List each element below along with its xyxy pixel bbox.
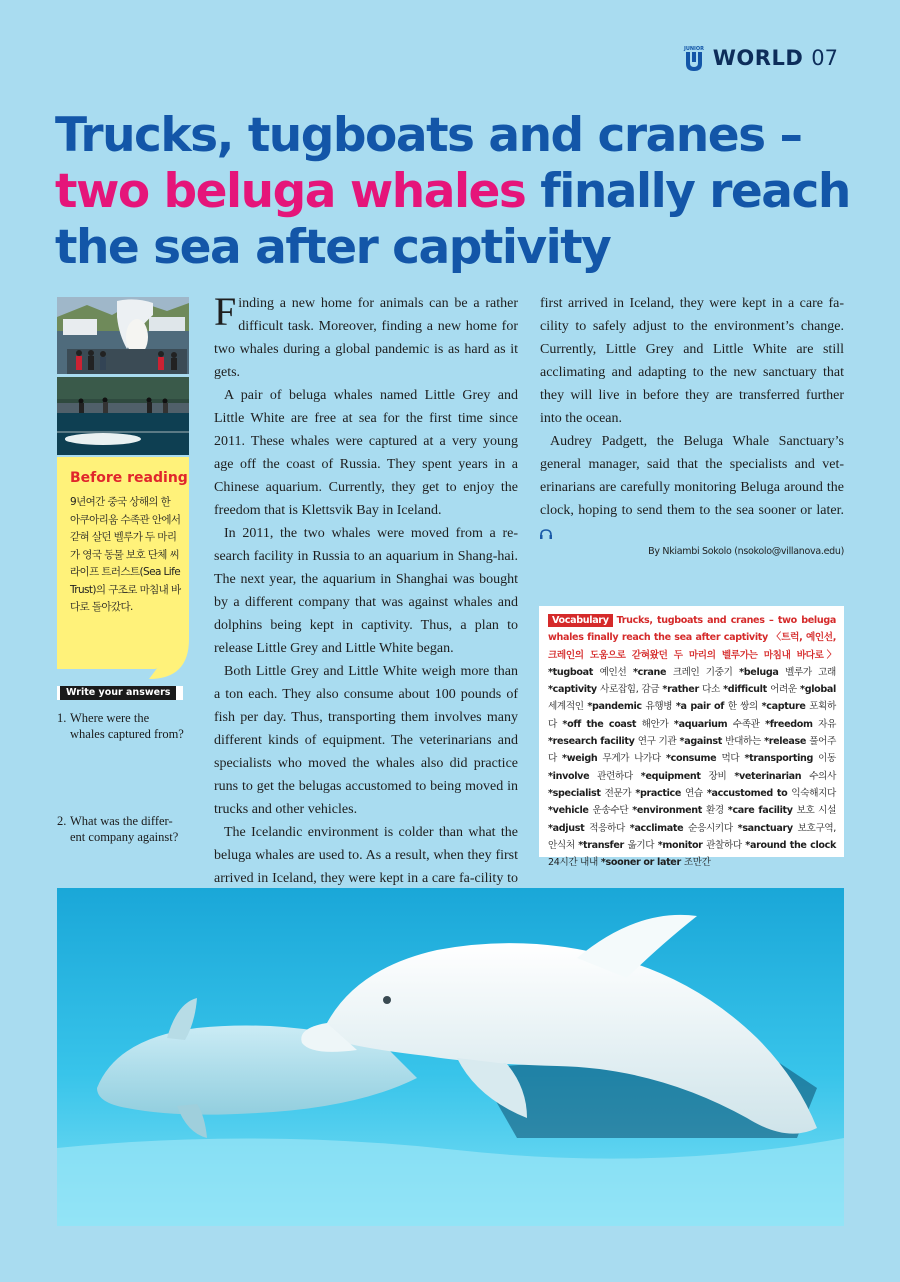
article-headline (55, 108, 855, 276)
vocabulary-item (633, 771, 727, 782)
vocabulary-item (724, 805, 836, 816)
vocabulary-meaning: 벨루가 고래 (785, 666, 836, 678)
junior-logo-icon (683, 44, 705, 72)
vocabulary-term: *against (676, 736, 726, 748)
vocabulary-term: *research facility (548, 736, 638, 748)
vocabulary-term: *weigh (556, 753, 603, 765)
headphone-icon[interactable] (540, 529, 552, 539)
vocabulary-meaning: 보호 시설 (796, 805, 836, 817)
vocabulary-meaning: 예인선 (599, 666, 627, 678)
article-paragraph-1 (214, 289, 518, 384)
vocabulary-term: *veterinarian (726, 770, 810, 782)
before-reading-title: Before reading (70, 470, 188, 486)
vocabulary-item (703, 788, 836, 799)
vocabulary-item (676, 736, 761, 747)
vocabulary-term: *pandemic (583, 701, 646, 713)
vocabulary-item (733, 667, 836, 678)
headline-line-2-rest: finally reach (525, 164, 850, 219)
vocabulary-meaning: 어려운 (770, 684, 797, 696)
vocabulary-meaning: 순응시키다 (688, 822, 733, 834)
vocabulary-term: *beluga (732, 666, 786, 678)
vocabulary-term: *acclimate (624, 822, 689, 834)
paragraph-6-text: Audrey Padgett, the Beluga Whale Sanctuary’s general manager, said that the specialists and vet-erinarians are carefully monitoring Beluga around the clock, hoping to send them to the sea sooner or later. (540, 434, 844, 518)
dropcap-letter: F (214, 289, 237, 334)
before-reading-text: 9년여간 중국 상해의 한 아쿠아리움 수족관 안에서 갇혀 살던 벨루가 두 마리가 영국 동물 보호 단체 씨 라이프 트러스트(Sea Life Trust)의 구조로 마침내 바다로 돌아갔다. (70, 496, 181, 613)
vocabulary-term: *monitor (654, 839, 707, 851)
paragraph-1-text: inding a new home for animals can be a rather difficult task. Moreover, finding a new home for two whales during a global pandemic is as hard as it gets. (214, 296, 518, 380)
vocabulary-term: *care facility (723, 805, 797, 817)
vocabulary-item (557, 753, 661, 764)
vocabulary-item (661, 753, 739, 764)
vocabulary-term: *around the clock (741, 839, 836, 851)
vocabulary-term: *a pair of (672, 701, 728, 713)
vocabulary-item (548, 823, 625, 834)
vocabulary-item (631, 788, 703, 799)
whale-pool-photo (57, 377, 189, 455)
question-text: Where were the whales captured from? (70, 711, 184, 741)
vocabulary-meaning: 무게가 나가다 (602, 753, 661, 765)
write-answers-label: Write your answers (60, 686, 176, 700)
vocabulary-term: *adjust (548, 822, 590, 834)
vocabulary-term: *captivity (548, 684, 601, 696)
headline-line-3: the sea after captivity (55, 220, 611, 275)
vocabulary-meaning: 반대하는 (725, 736, 761, 748)
article-byline: By Nkiambi Sokolo (nsokolo@villanova.edu) (648, 546, 844, 557)
section-header (683, 44, 838, 72)
vocabulary-meaning: 세계적인 (548, 701, 584, 713)
vocabulary-item (628, 805, 724, 816)
vocabulary-meaning: 수의사 (809, 770, 836, 782)
vocabulary-term: *freedom (759, 718, 819, 730)
headline-highlight: two beluga whales (55, 164, 526, 219)
vocabulary-term: *global (796, 684, 836, 696)
vocabulary-meaning: 관찰하다 (706, 839, 742, 851)
vocabulary-term: *environment (628, 805, 706, 817)
vocabulary-text (548, 612, 836, 871)
vocabulary-meaning: 연습 (685, 787, 703, 799)
vocabulary-item (668, 719, 759, 730)
vocabulary-item (557, 719, 669, 730)
vocabulary-term: *crane (626, 666, 673, 678)
vocabulary-meaning: 조만간 (683, 857, 711, 869)
vocabulary-item (548, 788, 631, 799)
question-number: 2. (57, 814, 67, 828)
headline-line-2 (55, 164, 855, 220)
vocabulary-item (672, 701, 758, 712)
vocabulary-term: *transporting (739, 753, 819, 765)
vocabulary-meaning: 포획하다 (548, 701, 836, 730)
vocabulary-meaning: 먹다 (721, 753, 740, 765)
vocabulary-item (575, 840, 654, 851)
vocabulary-item (548, 736, 676, 747)
article-paragraph-3: In 2011, the two whales were moved from a re-search facility in Russia to an aquarium in Shang-hai. The next year, the aquarium in Shanghai was bought by a different company that was against whales and dolphins being kept in captivity. Thus, a plan to release Little Grey and Little White began. (214, 526, 518, 656)
beluga-whales-photo (57, 888, 844, 1226)
vocabulary-heading: Trucks, tugboats and cranes – two beluga whales finally reach the sea after captivity 〈트럭, 예인선, 크레인의 도움으로 갇혀왔던 두 마리의 벨루가는 마침내 바다로〉 (548, 615, 836, 661)
article-paragraph-5-continued: first arrived in Iceland, they were kept in a care fa-cility to safely adjust to the environment’s change. Currently, Little Grey and Little White are still acclimating and adapting to the new sanctuary that they will live in before they are transferred further into the ocean. (540, 296, 844, 426)
vocabulary-term: *accustomed to (702, 787, 792, 799)
vocabulary-term: *vehicle (548, 805, 593, 817)
vocabulary-meaning: 다소 (702, 684, 720, 696)
vocabulary-item (548, 771, 633, 782)
vocabulary-meaning: 풀어주다 (548, 736, 836, 765)
article-column-1 (214, 289, 518, 886)
vocabulary-term: *sanctuary (732, 822, 798, 834)
vocabulary-term: *specialist (548, 787, 605, 799)
vocabulary-meaning: 연구 기관 (637, 736, 677, 748)
vocabulary-items (548, 667, 836, 868)
vocabulary-term: *sooner or later (597, 857, 684, 869)
vocabulary-meaning: 관련하다 (597, 770, 633, 782)
vocabulary-meaning: 적응하다 (589, 822, 625, 834)
vocabulary-meaning: 사로잡힘, 감금 (600, 684, 660, 696)
article-paragraph-5: The Icelandic environment is colder than what the beluga whales are used to. As a result, when they first arrived in Iceland, they were kept in a care fa-cility to (214, 825, 518, 886)
vocabulary-item (625, 823, 733, 834)
vocabulary-term: *aquarium (668, 718, 733, 730)
vocabulary-term: *rather (659, 684, 703, 696)
vocabulary-meaning: 옮기다 (627, 839, 655, 851)
vocabulary-term: *tugboat (548, 666, 600, 678)
vocabulary-meaning: 유행병 (645, 701, 673, 713)
vocabulary-meaning: 이동 (818, 753, 836, 765)
vocabulary-item (584, 701, 673, 712)
vocabulary-meaning: 해안가 (641, 718, 669, 730)
vocabulary-item (598, 857, 711, 868)
question-number: 1. (57, 711, 67, 725)
headline-line-1: Trucks, tugboats and cranes – (55, 108, 802, 163)
vocabulary-meaning: 자유 (818, 718, 837, 730)
question-1 (57, 710, 185, 742)
article-paragraph-6 (540, 430, 844, 545)
vocabulary-term: *transfer (574, 839, 628, 851)
vocabulary-meaning: 익숙해지다 (791, 787, 836, 799)
vocabulary-meaning: 환경 (705, 805, 724, 817)
vocabulary-meaning: 보호구역, 안식처 (548, 822, 836, 851)
vocabulary-tag: Vocabulary (548, 614, 613, 627)
vocabulary-term: *difficult (719, 684, 771, 696)
vocabulary-term: *practice (631, 787, 685, 799)
vocabulary-item (548, 667, 626, 678)
vocabulary-meaning: 전문가 (604, 787, 632, 799)
vocabulary-item (659, 684, 720, 695)
vocabulary-item (760, 719, 836, 730)
vocabulary-item (720, 684, 797, 695)
vocabulary-term: *off the coast (556, 718, 642, 730)
article-paragraph-4: Both Little Grey and Little White weigh more than a ton each. They also consume about 100 pounds of fish per day. Thus, transporting them involves many different kinds of equipment. The veterinarians and specialists who moved the whales also did practice runs to get the belugas accustomed to being moved in trucks and other vehicles. (214, 664, 518, 817)
vocabulary-term: *consume (660, 753, 722, 765)
section-name: WORLD (712, 46, 804, 70)
svg-text:JUNIOR: JUNIOR (683, 46, 704, 52)
article-column-2 (540, 292, 844, 545)
vocabulary-term: *capture (757, 701, 810, 713)
vocabulary-item (726, 771, 836, 782)
page-number: 07 (811, 46, 838, 70)
article-paragraph-2: A pair of beluga whales named Little Grey and Little White are free at sea for the first time since 2011. These whales were captured at a very young age off the coast of Russia. They spent years in a Chinese aquarium. Currently, they get to enjoy the freedom that is Klettsvik Bay in Iceland. (214, 388, 518, 518)
question-text: What was the differ-ent company against? (70, 814, 179, 844)
vocabulary-meaning: 크레인 기중기 (672, 666, 733, 678)
vocabulary-item (548, 805, 628, 816)
vocabulary-meaning: 24시간 내내 (548, 857, 598, 869)
vocabulary-item (548, 684, 659, 695)
vocabulary-item (626, 667, 732, 678)
vocabulary-item (654, 840, 742, 851)
vocabulary-meaning: 한 쌍의 (727, 701, 758, 713)
vocabulary-term: *release (760, 736, 810, 748)
vocabulary-term: *involve (548, 770, 598, 782)
vocabulary-item (739, 753, 836, 764)
vocabulary-term: *equipment (632, 770, 709, 782)
question-2 (57, 813, 185, 845)
whale-crane-photo (57, 297, 189, 374)
vocabulary-meaning: 운송수단 (592, 805, 629, 817)
vocabulary-meaning: 장비 (708, 770, 727, 782)
vocabulary-meaning: 수족관 (732, 718, 760, 730)
